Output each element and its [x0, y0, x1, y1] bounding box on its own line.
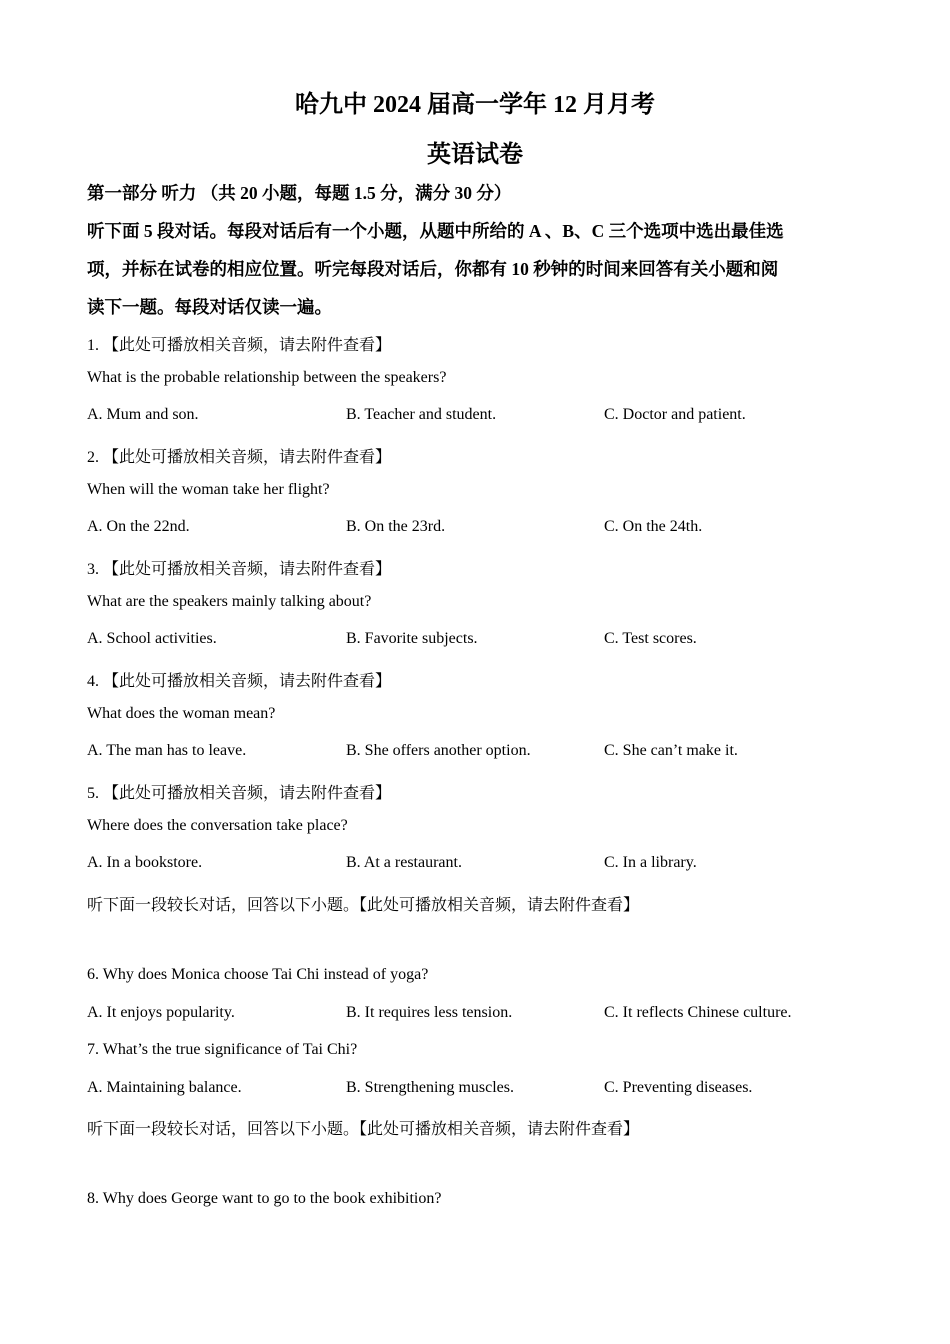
option-a: A. In a bookstore.	[87, 854, 203, 871]
instruction-line: 听下面 5 段对话。每段对话后有一个小题，从题中所给的 A 、B、C 三个选项中选出最佳选	[87, 221, 784, 241]
option-b: B. Favorite subjects.	[346, 630, 478, 647]
question-text: What does the woman mean?	[87, 705, 276, 722]
question-text: When will the woman take her flight?	[87, 481, 330, 498]
audio-placeholder: 2. 【此处可播放相关音频，请去附件查看】	[87, 449, 392, 466]
option-a: A. School activities.	[87, 630, 217, 647]
option-a: A. Mum and son.	[87, 406, 199, 423]
question-text: What is the probable relationship between the speakers?	[87, 369, 447, 386]
option-b: B. She offers another option.	[346, 742, 531, 759]
exam-subtitle: 英语试卷	[427, 142, 523, 168]
option-c: C. Preventing diseases.	[604, 1079, 753, 1096]
option-c: C. On the 24th.	[604, 518, 703, 535]
audio-placeholder: 1. 【此处可播放相关音频，请去附件查看】	[87, 337, 392, 354]
instruction-line: 读下一题。每段对话仅读一遍。	[87, 297, 332, 317]
audio-placeholder: 4. 【此处可播放相关音频，请去附件查看】	[87, 673, 392, 690]
section-heading: 第一部分 听力 （共 20 小题，每题 1.5 分，满分 30 分）	[87, 183, 512, 203]
option-c: C. Doctor and patient.	[604, 406, 746, 423]
option-a: A. On the 22nd.	[87, 518, 190, 535]
exam-title: 哈九中 2024 届高一学年 12 月月考	[295, 92, 655, 118]
option-c: C. In a library.	[604, 854, 697, 871]
option-b: B. On the 23rd.	[346, 518, 446, 535]
option-b: B. Teacher and student.	[346, 406, 497, 423]
option-b: B. At a restaurant.	[346, 854, 462, 871]
audio-placeholder: 3. 【此处可播放相关音频，请去附件查看】	[87, 561, 392, 578]
option-a: A. Maintaining balance.	[87, 1079, 242, 1096]
instruction-line: 项，并标在试卷的相应位置。听完每段对话后，你都有 10 秒钟的时间来回答有关小题和阅	[87, 259, 779, 279]
option-b: B. It requires less tension.	[346, 1004, 513, 1021]
audio-placeholder: 听下面一段较长对话，回答以下小题。【此处可播放相关音频，请去附件查看】	[87, 1121, 640, 1138]
option-c: C. She can’t make it.	[604, 742, 738, 759]
option-c: C. It reflects Chinese culture.	[604, 1004, 792, 1021]
question-text: Where does the conversation take place?	[87, 817, 348, 834]
audio-placeholder: 5. 【此处可播放相关音频，请去附件查看】	[87, 785, 392, 802]
question-text: 6. Why does Monica choose Tai Chi instead of yoga?	[87, 966, 429, 983]
question-text: What are the speakers mainly talking about?	[87, 593, 372, 610]
audio-placeholder: 听下面一段较长对话，回答以下小题。【此处可播放相关音频，请去附件查看】	[87, 897, 640, 914]
question-text: 7. What’s the true significance of Tai Chi?	[87, 1041, 358, 1058]
option-a: A. It enjoys popularity.	[87, 1004, 235, 1021]
option-c: C. Test scores.	[604, 630, 697, 647]
option-b: B. Strengthening muscles.	[346, 1079, 514, 1096]
question-text: 8. Why does George want to go to the book exhibition?	[87, 1190, 442, 1207]
option-a: A. The man has to leave.	[87, 742, 247, 759]
